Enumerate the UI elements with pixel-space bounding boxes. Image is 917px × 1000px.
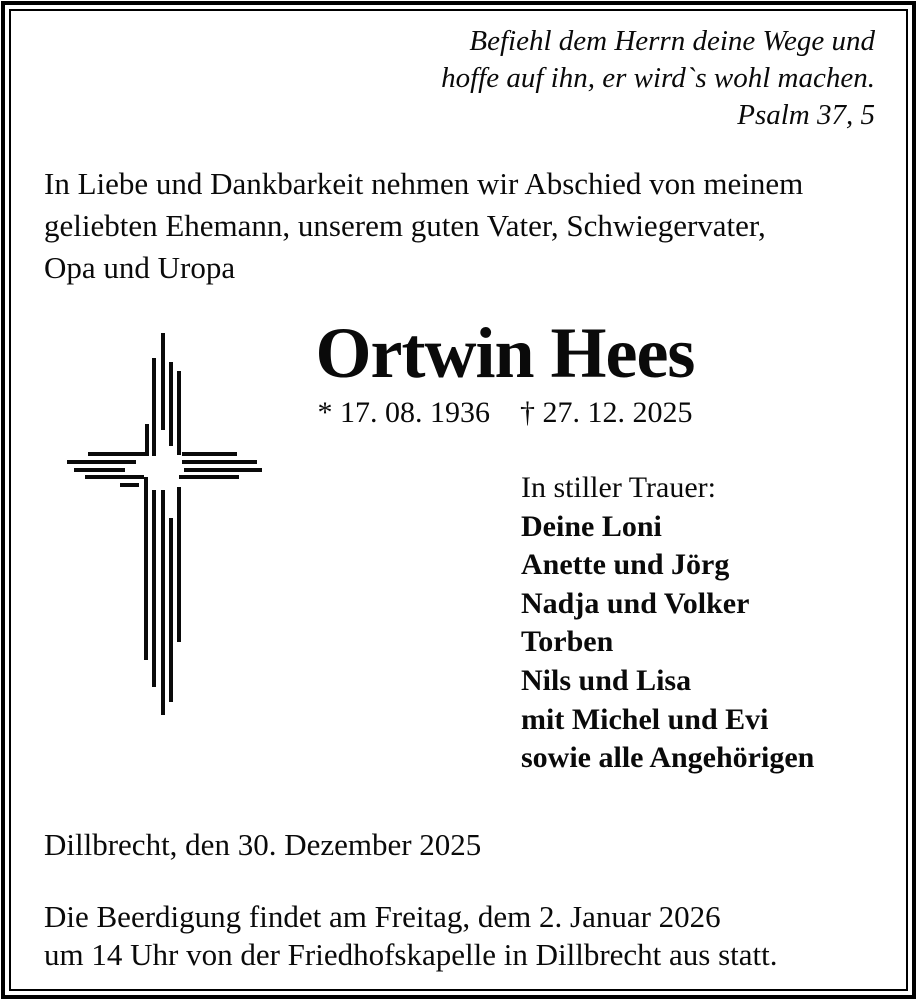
mourner-name: Anette und Jörg [521, 548, 730, 582]
mourner-name: sowie alle Angehörigen [521, 741, 815, 775]
intro-line-2: geliebten Ehemann, unserem guten Vater, Schwiegervater, [44, 208, 766, 243]
quote-line-1: Befiehl dem Herrn deine Wege und [469, 25, 875, 57]
deceased-name: Ortwin Hees [315, 313, 695, 393]
mourners-heading: In stiller Trauer: [521, 471, 716, 504]
place-date-line: Dillbrecht, den 30. Dezember 2025 [44, 827, 482, 862]
life-dates [280, 397, 730, 429]
mourner-name: Torben [521, 625, 614, 659]
intro-paragraph [44, 163, 803, 289]
mourners-list [521, 469, 814, 778]
quote-line-2: hoffe auf ihn, er wird`s wohl machen. [441, 62, 875, 94]
deceased-block [280, 313, 730, 429]
funeral-line-1: Die Beerdigung findet am Freitag, dem 2. Januar 2026 [44, 899, 721, 934]
quote-attribution: Psalm 37, 5 [737, 99, 875, 131]
intro-line-1: In Liebe und Dankbarkeit nehmen wir Abschied von meinem [44, 166, 804, 201]
intro-line-3: Opa und Uropa [44, 250, 236, 285]
mourner-name: Nils und Lisa [521, 663, 692, 697]
mourner-name: mit Michel und Evi [521, 702, 769, 736]
death-date: † 27. 12. 2025 [520, 396, 693, 429]
memorial-cross-icon [40, 320, 300, 740]
birth-date: * 17. 08. 1936 [317, 396, 490, 429]
funeral-info [44, 898, 778, 973]
funeral-line-2: um 14 Uhr von der Friedhofskapelle in Dillbrecht aus statt. [44, 936, 778, 972]
scripture-quote [441, 23, 875, 134]
mourner-name: Deine Loni [521, 509, 662, 543]
mourner-name: Nadja und Volker [521, 586, 750, 620]
